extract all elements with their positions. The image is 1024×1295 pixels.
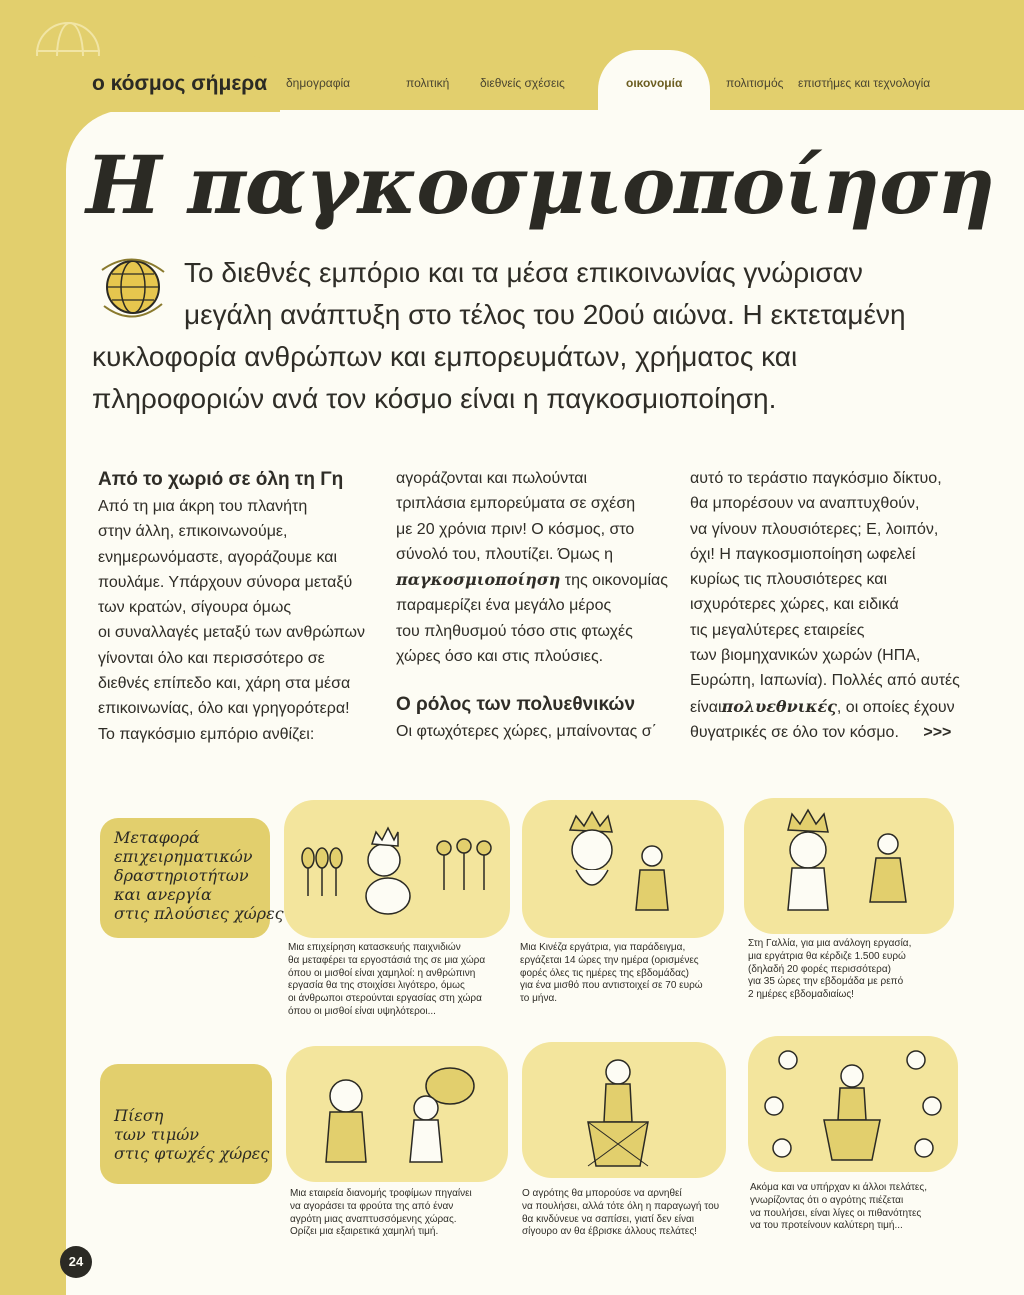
- caption-line: Ο αγρότης θα μπορούσε να αρνηθεί: [522, 1188, 682, 1199]
- body-line: Από τη μια άκρη του πλανήτη: [98, 498, 308, 515]
- caption-line: να του προτείνουν καλύτερη τιμή...: [750, 1220, 903, 1232]
- intro-line: Το διεθνές εμπόριο και τα μέσα επικοινωνίας γνώρισαν: [184, 257, 863, 288]
- body-line: κυρίως τις πλουσιότερες και: [690, 571, 888, 589]
- caption-line: εργάζεται 14 ώρες την ημέρα (ορισμένες: [520, 954, 699, 966]
- illustration-fists-farmer: [748, 1036, 958, 1172]
- caption-line: όπου οι μισθοί είναι χαμηλοί: η ανθρώπινη: [288, 967, 476, 979]
- comic-panel-french-worker: [744, 798, 954, 934]
- body-line: αυτό το τεράστιο παγκόσμιο δίκτυο,: [690, 470, 942, 487]
- body-line: [396, 567, 676, 593]
- body-line: χώρες όσο και στις πλούσιες.: [396, 648, 604, 666]
- caption-distributor: [290, 1188, 472, 1239]
- comic-panel-distributor: [286, 1046, 508, 1182]
- body-line: να γίνουν πλουσιότερες; Ε, λοιπόν,: [690, 520, 939, 538]
- body-line: στην άλλη, επικοινωνούμε,: [98, 523, 288, 541]
- body-line: Το παγκόσμιο εμπόριο ανθίζει:: [98, 725, 315, 743]
- caption-line: θα κινδύνευε να σαπίσει, γιατί δεν είναι: [522, 1213, 695, 1225]
- body-line: [690, 694, 970, 720]
- body-fragment: είναι: [690, 698, 722, 716]
- caption-line: να αγοράσει τα φρούτα της από έναν: [290, 1200, 454, 1212]
- nav-science-technology[interactable]: επιστήμες και τεχνολογία: [798, 76, 931, 90]
- caption-line: Μια εταιρεία διανομής τροφίμων πηγαίνει: [290, 1188, 472, 1199]
- body-line: θα μπορέσουν να αναπτυχθούν,: [690, 495, 920, 513]
- body-line: αγοράζονται και πωλούνται: [396, 470, 588, 487]
- intro-line: κυκλοφορία ανθρώπων και εμπορευμάτων, χρήματος και: [92, 341, 798, 372]
- column-1: [98, 466, 378, 747]
- body-line: ισχυρότερες χώρες, και ειδικά: [690, 596, 899, 614]
- label-line: και ανεργία: [114, 885, 212, 904]
- comic-panel-farmer-basket: [522, 1042, 726, 1178]
- illustration-distributor: [286, 1046, 508, 1182]
- illustration-factory-king: [284, 800, 510, 938]
- caption-line: να πουλήσει, είναι λίγες οι πιθανότητες: [750, 1207, 922, 1219]
- caption-factory: [288, 942, 485, 1019]
- continue-arrows[interactable]: >>>: [923, 723, 952, 741]
- label-job-transfer: [100, 818, 284, 938]
- caption-line: 2 ημέρες εβδομαδιαίως!: [748, 989, 854, 1001]
- body-line: ενημερωνόμαστε, αγοράζουμε και: [98, 548, 338, 566]
- caption-line: όπου οι μισθοί είναι υψηλότεροι...: [288, 1005, 436, 1017]
- label-line: δραστηριοτήτων: [114, 866, 249, 885]
- caption-line: οι άνθρωποι στερούνται εργασίας στη χώρα: [288, 993, 482, 1005]
- body-line: σύνολό του, πλουτίζει. Όμως η: [396, 545, 614, 563]
- caption-line: μια εργάτρια θα κέρδιζε 1.500 ευρώ: [748, 950, 906, 962]
- caption-line: Ορίζει μια εξαιρετικά χαμηλή τιμή.: [290, 1226, 439, 1238]
- caption-chinese-worker: [520, 942, 703, 1006]
- intro-paragraph: [92, 252, 952, 420]
- caption-line: εργασία θα της στοιχίσει λιγότερο, όμως: [288, 980, 465, 992]
- comic-panel-chinese-worker: [522, 800, 724, 938]
- top-bar: [0, 0, 1024, 110]
- body-line: Οι φτωχότερες χώρες, μπαίνοντας σ΄: [396, 723, 657, 741]
- caption-line: φορές όλες τις ημέρες της εβδομάδας): [520, 967, 689, 979]
- section-heading-village: Από το χωριό σε όλη τη Γη: [98, 469, 344, 490]
- body-line: όχι! Η παγκοσμιοποίηση ωφελεί: [690, 545, 916, 563]
- nav-culture[interactable]: πολιτισμός: [726, 76, 784, 90]
- label-line: επιχειρηματικών: [114, 847, 253, 866]
- illustration-farmer-basket: [522, 1042, 726, 1178]
- caption-line: αγρότη μιας αναπτυσσόμενης χώρας.: [290, 1213, 457, 1225]
- body-line: των κρατών, σίγουρα όμως: [98, 599, 292, 617]
- illustration-french-worker: [744, 798, 954, 934]
- illustration-chinese-worker: [522, 800, 724, 938]
- body-line: του πληθυσμού τόσο στις φτωχές: [396, 622, 633, 640]
- body-line: Ευρώπη, Ιαπωνία). Πολλές από αυτές: [690, 672, 960, 690]
- label-line: των τιμών: [114, 1125, 200, 1144]
- body-line: τριπλάσια εμπορεύματα σε σχέση: [396, 495, 636, 513]
- caption-line: το μήνα.: [520, 993, 558, 1005]
- label-line: Μεταφορά: [114, 828, 200, 847]
- section-heading-multinationals: Ο ρόλος των πολυεθνικών: [396, 694, 636, 716]
- caption-line: γνωρίζοντας ότι ο αγρότης πιέζεται: [750, 1194, 904, 1206]
- label-line: στις φτωχές χώρες: [114, 1144, 270, 1163]
- label-price-pressure: [100, 1064, 272, 1184]
- body-fragment: , οι οποίες έχουν: [836, 698, 955, 716]
- page-title: Η παγκοσμιοποίηση: [86, 138, 995, 232]
- caption-line: σίγουρο αν θα έβρισκε άλλους πελάτες!: [522, 1226, 697, 1238]
- body-line: διεθνές επίπεδο και, χάρη στα μέσα: [98, 675, 351, 693]
- label-line: Πίεση: [114, 1106, 164, 1125]
- nav-international-relations[interactable]: διεθνείς σχέσεις: [480, 76, 565, 90]
- body-line: γίνονται όλο και περισσότερο σε: [98, 649, 325, 667]
- caption-french-worker: [748, 938, 911, 1002]
- comic-panel-fists-farmer: [748, 1036, 958, 1172]
- body-line: παραμερίζει ένα μεγάλο μέρος: [396, 597, 612, 615]
- section-brand: ο κόσμος σήμερα: [92, 72, 268, 95]
- intro-line: μεγάλη ανάπτυξη στο τέλος του 20ού αιώνα. Η εκτεταμένη: [184, 299, 906, 330]
- caption-line: (δηλαδή 20 φορές περισσότερα): [748, 963, 891, 975]
- caption-line: θα μεταφέρει τα εργοστάσιά της σε μια χώρα: [288, 954, 486, 966]
- nav-demography[interactable]: δημογραφία: [286, 76, 351, 90]
- body-line: οι συναλλαγές μεταξύ των ανθρώπων: [98, 624, 365, 642]
- body-line: πουλάμε. Υπάρχουν σύνορα μεταξύ: [98, 573, 353, 591]
- body-line: επικοινωνίας, όλο και γρηγορότερα!: [98, 700, 350, 718]
- body-line: των βιομηχανικών χωρών (ΗΠΑ,: [690, 647, 921, 665]
- label-line: στις πλούσιες χώρες: [114, 904, 284, 923]
- highlight-term: πολυεθνικές: [721, 696, 837, 716]
- body-fragment: της οικονομίας: [560, 572, 668, 590]
- caption-line: για 35 ώρες την εβδομάδα με ρεπό: [748, 976, 904, 988]
- body-line: με 20 χρόνια πριν! Ο κόσμος, στο: [396, 520, 635, 538]
- caption-line: Στη Γαλλία, για μια ανάλογη εργασία,: [748, 938, 912, 949]
- caption-line: Μια επιχείρηση κατασκευής παιχνιδιών: [288, 942, 461, 953]
- nav-politics[interactable]: πολιτική: [406, 76, 450, 90]
- nav-economy[interactable]: οικονομία: [626, 76, 683, 90]
- page-number: 24: [60, 1246, 92, 1278]
- caption-line: για ένα μισθό που αντιστοιχεί σε 70 ευρώ: [520, 980, 703, 992]
- caption-farmer: [522, 1188, 719, 1239]
- caption-line: να πουλήσει, αλλά τότε όλη η παραγωγή του: [522, 1200, 720, 1212]
- column-3: [690, 466, 970, 745]
- body-fragment: θυγατρικές σε όλο τον κόσμο.: [690, 723, 899, 741]
- body-line: [690, 720, 970, 745]
- body-line: τις μεγαλύτερες εταιρείες: [690, 621, 865, 639]
- highlight-term: παγκοσμιοποίηση: [396, 570, 561, 590]
- column-2: [396, 466, 676, 745]
- caption-line: Μια Κινέζα εργάτρια, για παράδειγμα,: [520, 942, 686, 953]
- caption-other-buyers: [750, 1182, 927, 1233]
- caption-line: Ακόμα και να υπήρχαν κι άλλοι πελάτες,: [750, 1182, 927, 1193]
- intro-line: πληροφοριών ανά τον κόσμο είναι η παγκοσμιοποίηση.: [92, 383, 777, 414]
- comic-panel-factory-king: [284, 800, 510, 938]
